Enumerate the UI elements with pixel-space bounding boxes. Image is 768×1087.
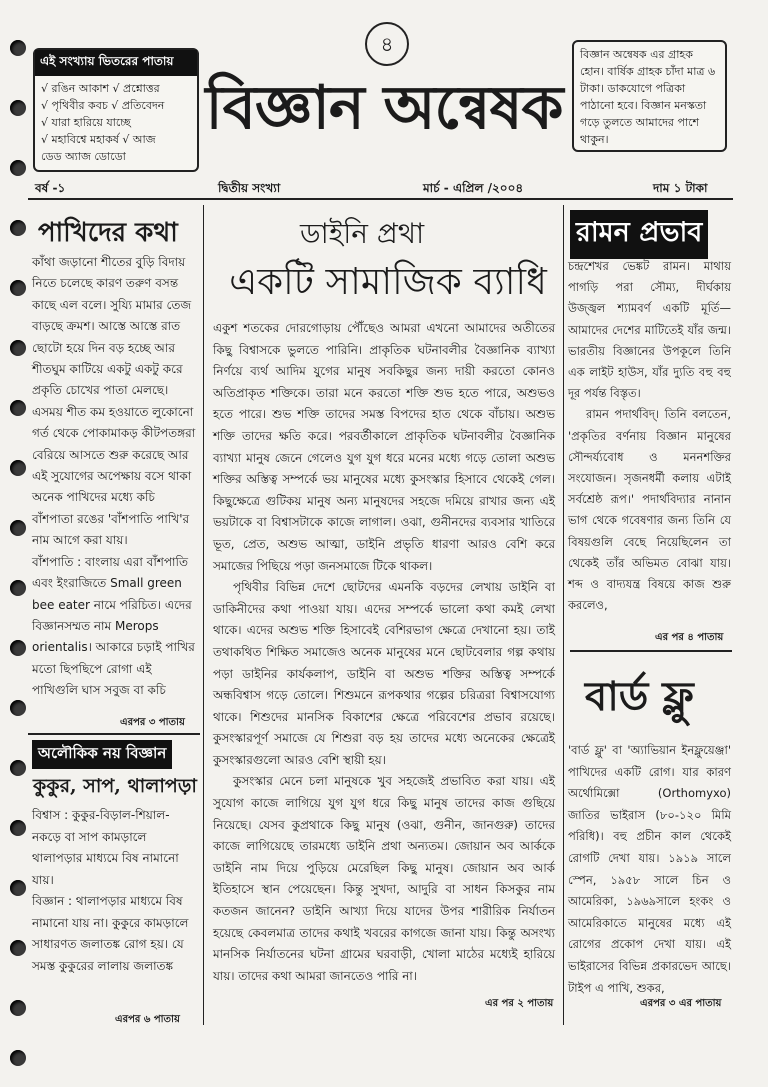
kukur-body-2: বিজ্ঞান : থালাপড়ার মাধ্যমে বিষ নামানো যায় না। কুকুরে কামড়ালে সাধারণত জলাতঙ্ক রোগ হয়। যে সমস্ত কুকুরের লালায় জলাতঙ্ক — [32, 894, 189, 973]
binding-hole — [10, 820, 26, 836]
subscription-promo-box: বিজ্ঞান অন্বেষক এর গ্রাহক হোন। বার্ষিক গ্রাহক চাঁদা মাত্র ৬ টাকা। ডাকযোগে পত্রিকা পাঠানো হবে। বিজ্ঞান মনস্কতা গড়ে তুলতে আমাদের পাশে থাকুন। — [572, 40, 727, 152]
contents-item: √ মহাবিশ্বে মহাকর্ষ √ আজ — [41, 133, 156, 146]
raman-body-2: রামন পদার্থবিদ্। তিনি বলতেন, 'প্রকৃতির বর্ণনায় বিজ্ঞান মানুষের সৌন্দর্য্যবোধ ও মননশক্তির সংযোজন। সৃজনধর্মী কলায় এটাই সর্বশ্রেষ্ঠ রূপ।' পদার্থবিদ্যার নানান ভাগ থেকে গবেষণার জন্য তিনি যে বিষয়গুলি বেছে নিয়েছিলেন তা থেকেই তাঁর অভিমত বোঝা যায়। শব্দ ও বাদ্যযন্ত্র বিষয়ে কাজ শুরু করলেও, — [568, 407, 731, 613]
raman-title: রামন প্রভাব — [570, 210, 708, 259]
raman-body: চন্দ্রশেখর ভেঙ্কট রামন। মাথায় পাগড়ি পরা সৌম্য, দীর্ঘকায় উজ্জ্বল শ্যামবর্ণ একটি মূর্তি— আমাদের দেশের মাটিতেই যাঁর জন্ম। ভারতীয় বিজ্ঞানের উপকূলে তিনি এক লাইট হাউস, যাঁর দ্যুতি বহু বহু দূর পর্যন্ত বিস্তৃত। — [568, 259, 731, 401]
issue-year: বর্ষ -১ — [35, 181, 66, 195]
pakhi-body: কাঁথা জড়ানো শীতের বুড়ি বিদায় নিতে চলেছে কারণ তরুণ বসন্ত কাছে এল বলে। সুয্যি মামার তেজ বাড়ছে ক্রমশ। আস্তে আস্তে রাত ছোটো হয়ে দিন বড় হচ্ছে আর শীতঘুম কাটিয়ে একটু একটু করে প্রকৃতি চোখের পাতা মেলছে। এসময় শীত কম হওয়াতে লুকোনো গর্ত থেকে পোকামাকড় কীটপতঙ্গরা বেরিয়ে আসতে শুরু করেছে আর এই সুযোগের অপেক্ষায় বসে থাকা অনেক পাখিদের মধ্যে কচি বাঁশপাতা রঙের 'বাঁশপাতি পাখি'র নাম আগে করা যায়। — [32, 255, 196, 548]
dayni-para-2: পৃথিবীর বিভিন্ন দেশে ছোটদের এমনকি বড়দের লেখায় ডাইনি বা ডাকিনীদের কথা পাওয়া যায়। এদের সম্পর্কে ভালো কথা কমই লেখা থাকে। এদের অশুভ শক্তি হিসাবেই বেশিরভাগ ক্ষেত্রে দেখানো হয়। তাই তথাকথিত শিক্ষিত সমাজেও অনেক মানুষের মনে ছোটবেলার গল্প কথায় পড়া ডাইনির কার্যকলাপ, ডাইনি বা অশুভ শক্তির অস্তিত্ব সম্পর্কে অন্ধবিশ্বাস গড়ে তোলে। শিশুমনে রূপকথার গল্পের চরিত্ররা বিশ্বাসযোগ্য থাকে। শিশুদের মানসিক বিকাশের ক্ষেত্রে পরিবেশের প্রভাব রয়েছে। কুসংস্কারপূর্ণ সমাজে যে শিশুরা বড় হয় তাদের মধ্যে অনেকের ক্ষেত্রেই কুসংস্কারগুলো আরও বেশি স্থায়ী হয়। — [213, 580, 555, 767]
section-label: অলৌকিক নয় বিজ্ঞান — [32, 740, 172, 769]
binding-hole — [10, 760, 26, 776]
dayni-para-1: একুশ শতকের দোরগোড়ায় পৌঁছেও আমরা এখনো আমাদের অতীতের কিছু বিশ্বাসকে ভুলতে পারিনি। প্রাকৃতিক ঘটনাবলীর বৈজ্ঞানিক ব্যাখ্যা নির্ণয়ে ব্যর্থ আদিম যুগের মানুষ সবকিছুর জন্য দায়ী করতো কোনও অতিপ্রাকৃত শক্তিকে। তারা মনে করতো শক্তি শুভ হতে পারে, অশুভও হতে পারে। শুভ শক্তি তাদের সমস্ত বিপদের হাত থেকে বাঁচায়। অশুভ শক্তি তাদের ক্ষতি করে। পরবর্তীকালে প্রাকৃতিক ঘটনাবলীর বৈজ্ঞানিক ব্যাখ্যা মানুষ জেনে গেলেও যুগ যুগ ধরে মনের মধ্যে গড়ে তোলা অশুভ শক্তির অস্তিত্ব সম্পর্কে ভয় মানুষের মধ্যে কুসংস্কার হিসাবে থেকেই গেল। কিছুক্ষেত্রে গুটিকয় মানুষ অন্য মানুষদের সহজে দমিয়ে রাখার জন্য এই ভয়টাকে বা বিশ্বাসটাকে কাজে লাগাল। ওঝা, গুনীনদের ব্যবসার খাতিরে ভূত, প্রেত, অশুভ আত্মা, ডাইনি প্রভৃতি ধারণা আরও বেশি করে সমাজের পিছিয়ে পড়া জনসমাজে টিকে থাকল। — [213, 321, 555, 573]
dayni-article — [213, 318, 555, 987]
issue-info-bar — [33, 178, 733, 198]
binding-hole — [10, 640, 26, 656]
bird-flu-continued: এরপর ৩ এর পাতায় — [640, 998, 722, 1009]
divider — [28, 733, 200, 735]
pakhi-title: পাখিদের কথা — [38, 218, 178, 248]
kukur-article — [32, 805, 197, 977]
issue-price: দাম ১ টাকা — [653, 181, 708, 195]
contents-list — [35, 76, 197, 169]
binding-hole — [10, 280, 26, 296]
contents-item: √ যারা হারিয়ে যাচ্ছে — [41, 116, 131, 129]
article-kicker: ডাইনি প্রথা — [300, 217, 425, 250]
binding-hole — [10, 40, 26, 56]
bird-flu-article — [568, 740, 731, 999]
binding-hole — [10, 520, 26, 536]
contents-box — [33, 48, 199, 172]
contents-item: ডেড অ্যাজ ডোডো — [41, 150, 126, 163]
contents-box-title: এই সংখ্যায় ভিতরের পাতায় — [35, 50, 197, 76]
bird-flu-title: বার্ড ফ্লু — [585, 673, 694, 720]
binding-hole — [10, 400, 26, 416]
binding-hole — [10, 160, 26, 176]
binding-hole — [10, 700, 26, 716]
newspaper-masthead: বিজ্ঞান অন্বেষক — [205, 73, 563, 143]
binding-hole — [10, 460, 26, 476]
contents-item: √ পৃথিবীর কবচ √ প্রতিবেদন — [41, 99, 165, 112]
kukur-body: বিশ্বাস : কুকুর-বিড়াল-শিয়াল-নকড়ে বা সাপ কামড়ালে থালাপড়ার মাধ্যমে বিষ নামানো যায়। — [32, 808, 179, 887]
dayni-para-3: কুসংস্কার মেনে চলা মানুষকে খুব সহজেই প্রভাবিত করা যায়। এই সুযোগ কাজে লাগিয়ে যুগ যুগ ধরে কিছু মানুষ তাদের কাজ গুছিয়ে নিয়েছে। যেসব কুপ্রথাকে কিছু মানুষ (ওঝা, গুনীন, জানগুরু) তাদের কাজে লাগিয়েছে তারমধ্যে ডাইনি প্রথা অন্যতম। জোয়ান অব আর্ককে ডাইনি নাম দিয়ে পুড়িয়ে মেরেছিল কিছু মানুষ। জোয়ান অব আর্ক ইতিহাসে স্থান পেয়েছেন। কিন্তু সুখদা, আদুরি বা সাধন কিসকুর নাম কতজন জানেন? ডাইনি আখ্যা দিয়ে যাদের উপর শারীরিক নির্যাতন হয়েছে কেবলমাত্র তাদের কথাই খবরের কাগজে জানা যায়। কিন্তু অসংখ্য মানসিক নির্যাতনের ঘটনা গ্রামের ঘরবাড়ী, খোলা মাঠের মধ্যেই হারিয়ে যায়। তাদের কথা আমরা জানতেও পারি না। — [213, 774, 555, 983]
binding-hole — [10, 580, 26, 596]
handwritten-page-number: ৪ — [365, 22, 409, 66]
article-headline: একটি সামাজিক ব্যাধি — [229, 260, 547, 303]
pakhi-article — [32, 252, 197, 702]
binding-hole — [10, 220, 26, 236]
pakhi-body-2: বাঁশপাতি : বাংলায় এরা বাঁশপাতি এবং ইংরাজিতে Small green bee eater নামে পরিচিত। এদের বিজ্ঞানসম্মত নাম Merops orientalis। আকারে চড়াই পাখির মতো ছিপছিপে রোগা এই পাখিগুলি ঘাস সবুজ বা কচি — [32, 554, 195, 698]
column-divider — [203, 205, 204, 1025]
binding-hole — [10, 1000, 26, 1016]
contents-item: √ রঙিন আকাশ √ প্রশ্নোত্তর — [41, 82, 160, 95]
column-divider — [563, 205, 564, 1025]
raman-article — [568, 256, 731, 616]
binding-hole — [10, 880, 26, 896]
issue-number: দ্বিতীয় সংখ্যা — [218, 181, 281, 195]
binding-hole — [10, 100, 26, 116]
binding-hole — [10, 340, 26, 356]
binding-hole — [10, 940, 26, 956]
issue-date: মার্চ - এপ্রিল /২০০৪ — [423, 181, 524, 195]
kukur-continued: এরপর ৬ পাতায় — [115, 1014, 180, 1025]
binding-hole — [10, 1050, 26, 1066]
pakhi-continued: এরপর ৩ পাতায় — [120, 717, 185, 728]
dayni-continued: এর পর ২ পাতায় — [485, 998, 554, 1009]
divider — [570, 650, 732, 652]
raman-continued: এর পর ৪ পাতায় — [655, 632, 724, 643]
divider — [28, 198, 733, 200]
kukur-title: কুকুর, সাপ, থালাপড়া — [33, 775, 197, 797]
bird-flu-body: 'বার্ড ফ্লু' বা 'অ্যাভিয়ান ইনফ্লুয়েঞ্জা' পাখিদের একটি রোগ। যার কারণ অর্থোমিক্সো (Orthomyxo) জাতির ভাইরাস (৮০-১২০ মিমি পরিধি)। বহু প্রচীন কাল থেকেই রোগটি দেখা যায়। ১৯১৯ সালে স্পেন, ১৯৫৮ সালে চিন ও আমেরিকা, ১৯৬৯সালে হংকং ও আমেরিকাতে মানুষের মধ্যে এই রোগের প্রকোপ দেখা যায়। এই ভাইরাসের বিভিন্ন প্রকারভেদ আছে। টাইপ এ পাখি, শুকর, — [568, 743, 731, 995]
